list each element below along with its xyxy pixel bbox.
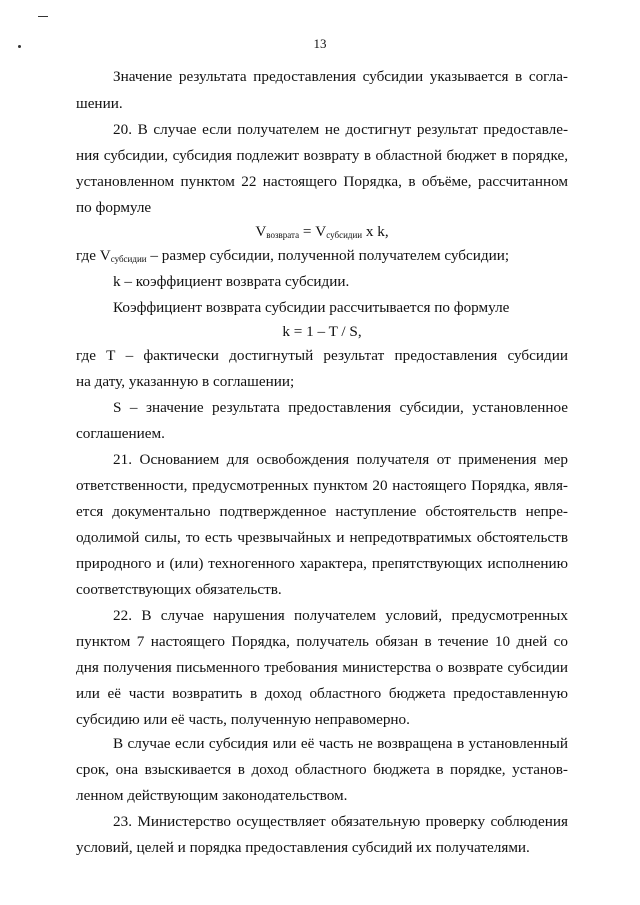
text-line: где Т – фактически достигнутый результат предоставления субсидии (76, 347, 568, 364)
text-line: ется документально подтвержденное наступление обстоятельств непре- (76, 503, 568, 520)
text-line: природного и (или) техногенного характера, препятствующих исполнению (76, 555, 568, 572)
text-line: дня получения письменного требования министерства о возврате субсидии (76, 659, 568, 676)
page-number: 13 (313, 36, 327, 51)
text-line: 20. В случае если получателем не достигнут результат предоставле- (113, 121, 568, 138)
text-line: S – значение результата предоставления субсидии, установленное (113, 399, 568, 416)
text-line: по формуле (76, 199, 152, 216)
text-line: 21. Основанием для освобождения получателя от применения мер (113, 451, 568, 468)
text-line: Коэффициент возврата субсидии рассчитывается по формуле (113, 299, 510, 316)
text-line: 23. Министерство осуществляет обязательную проверку соблюдения (113, 813, 568, 830)
text-line: срок, она взыскивается в доход областного бюджета в порядке, установ- (76, 761, 568, 778)
text-line: соглашением. (76, 425, 165, 442)
text-line: где $V_{субсидии}$ – размер субсидии, полученной получателем субсидии; (76, 247, 510, 264)
text-line: условий, целей и порядка предоставления субсидий их получателями. (76, 839, 530, 856)
text-line: на дату, указанную в соглашении; (76, 373, 295, 390)
text-line: ния субсидии, субсидия подлежит возврату в областной бюджет в порядке, (76, 147, 568, 164)
text-line: k – коэффициент возврата субсидии. (113, 273, 350, 290)
text-line: шении. (76, 95, 123, 112)
text-line: Значение результата предоставления субсидии указывается в согла- (113, 68, 568, 85)
formula-return-amount: $V_{возврата} = V_{субсидии}$ x k, (255, 223, 389, 240)
text-line: 22. В случае нарушения получателем условий, предусмотренных (113, 607, 568, 624)
text-line: ленном действующим законодательством. (76, 787, 348, 804)
text-line: ответственности, предусмотренных пунктом 20 настоящего Порядка, явля- (76, 477, 568, 494)
text-line: установленном пунктом 22 настоящего Порядка, в объёме, рассчитанном (76, 173, 568, 190)
formula-coefficient: k = 1 – T / S, (282, 323, 362, 340)
text-line: или её части возвратить в доход областного бюджета предоставленную (76, 685, 568, 702)
scan-mark-top-left (38, 16, 48, 17)
text-line: субсидию или её часть, полученную неправомерно. (76, 711, 410, 728)
text-line: соответствующих обязательств. (76, 581, 282, 598)
text-line: пунктом 7 настоящего Порядка, получатель обязан в течение 10 дней со (76, 633, 568, 650)
text-line: одолимой силы, то есть чрезвычайных и непредотвратимых обстоятельств (76, 529, 568, 546)
text-line: В случае если субсидия или её часть не возвращена в установленный (113, 735, 568, 752)
